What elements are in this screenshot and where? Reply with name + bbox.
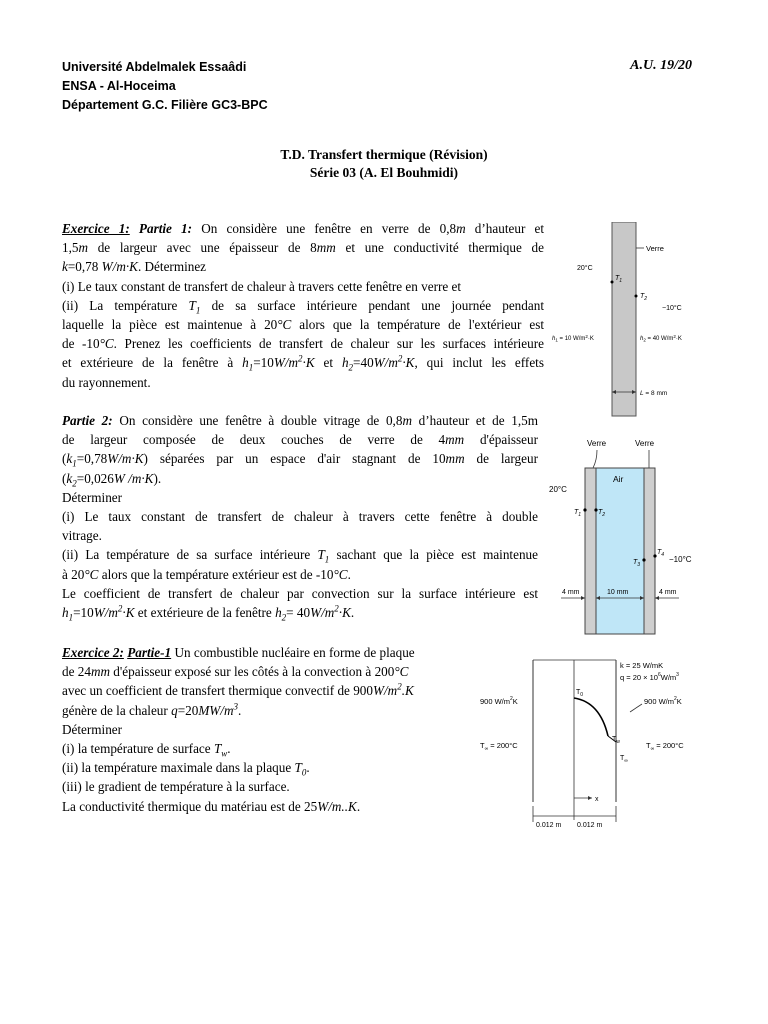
ex1p2-line <box>62 411 538 430</box>
ex1p1-line <box>62 219 544 238</box>
ex1p2-line: Déterminer <box>62 489 123 505</box>
ex1p2-line <box>62 603 538 622</box>
text: 1 <box>248 363 254 374</box>
text: °C <box>394 664 409 680</box>
text: On considère une fenêtre à double vitrage de 0,8 <box>112 413 403 428</box>
text: W/m <box>373 355 398 371</box>
text: T <box>294 760 302 776</box>
text: °C <box>84 566 99 582</box>
text: mm <box>90 664 110 680</box>
thickness-label: L = 8 mm <box>640 390 668 397</box>
text: et extérieure de la fenêtre à <box>62 355 243 371</box>
text: m <box>456 221 466 236</box>
ex1p2-line <box>62 430 538 449</box>
inner-glass-layer <box>585 468 596 634</box>
university-name: Université Abdelmalek Essaâdi <box>62 60 247 74</box>
t1-label: $T_1$ <box>574 509 582 518</box>
text: =10 <box>253 355 274 371</box>
temperature-profile-curve <box>574 698 608 736</box>
glass-pane <box>612 222 636 416</box>
ex1p2-line <box>62 469 538 488</box>
text: W/m·K <box>107 451 144 467</box>
text: 2 <box>334 603 339 614</box>
text: T <box>188 297 196 313</box>
text: k <box>66 451 73 467</box>
text: 3 <box>233 701 238 712</box>
inside-temperature: 20°C <box>577 265 593 272</box>
ex2-line <box>62 758 468 777</box>
figure-fuel-plate <box>476 650 720 832</box>
x-label: x <box>595 796 599 803</box>
t2-label: $T_2$ <box>598 509 606 518</box>
outer-glass-layer <box>644 468 655 634</box>
text: et une conductivité thermique de <box>335 240 545 256</box>
text: 1 <box>195 305 201 316</box>
text: m <box>402 413 412 428</box>
t4-label: $T_4$ <box>657 549 665 558</box>
text: mm <box>316 240 336 256</box>
ex1p1-line <box>62 315 544 334</box>
text: 1 <box>68 612 74 623</box>
text: On considère une fenêtre en verre de 0,8 <box>192 221 457 236</box>
text: mm <box>445 451 465 467</box>
text: La conductivité thermique du matériau est de 25 <box>62 798 318 814</box>
h-right-leader <box>630 704 642 712</box>
verre-left-leader <box>593 450 597 468</box>
ex2-line: Déterminer <box>62 721 123 737</box>
ex1p2-line: (i) Le taux constant de transfert de chaleur à travers cette fenêtre à double <box>62 509 538 525</box>
x-arrowhead <box>588 796 592 800</box>
text: de largeur composée de deux couches de verre de 4 <box>62 432 446 448</box>
dim-arrow <box>655 596 659 600</box>
text: q <box>171 702 178 718</box>
verre-right-label: Verre <box>635 439 655 448</box>
title-line-1: T.D. Transfert thermique (Révision) <box>280 147 488 162</box>
ex1p2-line <box>62 449 538 468</box>
ex1p1-line <box>62 353 544 372</box>
tinf-left-label: $T_\infty = 200^\circ C$ <box>480 741 518 752</box>
t2-point <box>635 295 638 298</box>
text: 2 <box>281 612 287 623</box>
conductivity-label: k = 25 W/mK <box>620 661 664 670</box>
t3-point <box>642 558 645 561</box>
text: =20 <box>177 702 199 718</box>
tinf-right-label: $T_\infty = 200^\circ C$ <box>646 741 684 752</box>
text: génère de la chaleur <box>62 702 172 718</box>
text: ) séparées par un espace d'air stagnant de 10 <box>143 451 446 467</box>
ex2-line <box>62 701 468 720</box>
text: (ii) La température de sa surface intérieure <box>62 547 318 563</box>
text: . <box>306 760 310 776</box>
inside-temperature: 20°C <box>549 485 567 494</box>
text: °C <box>333 566 348 582</box>
text: k <box>66 470 73 486</box>
exercise-1-part-2 <box>62 411 538 622</box>
text: ·K <box>122 605 135 621</box>
text: ·K <box>402 355 415 371</box>
t1-point <box>583 508 586 511</box>
t1-point <box>611 281 614 284</box>
text: 2 <box>72 478 77 489</box>
text: ( <box>62 470 67 486</box>
text: de 24 <box>62 664 91 680</box>
text: ·K <box>302 355 315 371</box>
dim-label-4mm-right: 4 mm <box>659 589 677 596</box>
text: (ii) La température <box>62 297 189 313</box>
text: W/m <box>93 605 118 621</box>
text: 2 <box>348 363 354 374</box>
text: W/m..K <box>317 798 357 814</box>
text: . Déterminez <box>137 259 207 275</box>
document-title <box>0 146 768 182</box>
text: , qui inclut les effets <box>414 355 544 371</box>
text: =40 <box>353 355 374 371</box>
text: h <box>242 355 249 371</box>
text: °C <box>99 336 114 352</box>
h2-label: $h_2 = 40$ $W/m^2\cdot K$ <box>640 334 682 343</box>
ex2-line <box>62 739 468 758</box>
text: T <box>213 741 222 757</box>
text: 0 <box>301 767 307 778</box>
text: 1,5 <box>62 240 79 256</box>
part-1-label: Partie-1 <box>127 645 172 660</box>
text: . <box>350 605 355 621</box>
text: W/m <box>273 355 299 371</box>
t2-label: $T_2$ <box>640 293 648 302</box>
text: (i) la température de surface <box>62 741 214 757</box>
text: . <box>227 741 231 757</box>
text: de -10 <box>62 336 100 352</box>
h-right-label: 900 $W/m^2K$ <box>644 696 682 706</box>
text: m <box>78 240 89 256</box>
text: W /m·K <box>113 470 154 486</box>
h1-label: $h_1 = 10$ $W/m^2\cdot K$ <box>552 334 594 343</box>
dim-label-left: 0.012 m <box>536 822 562 829</box>
air-label: Air <box>613 474 624 484</box>
text: = 40 <box>286 605 311 621</box>
outside-temperature: −10°C <box>669 555 692 564</box>
text: 2 <box>397 354 403 365</box>
ex1p2-line: vitrage. <box>62 528 102 544</box>
text: de sa surface intérieure pendant une journée pendant <box>200 297 544 313</box>
text: W/m <box>373 683 398 699</box>
text: 1 <box>72 459 77 470</box>
text: 1 <box>324 555 330 566</box>
ex2-line: (iii) le gradient de température à la surface. <box>62 779 290 795</box>
text: alors que la température extérieur est de -10 <box>98 566 334 582</box>
text: ( <box>62 451 67 467</box>
verre-left-label: Verre <box>587 439 607 448</box>
text: W/m·K <box>101 259 138 275</box>
text: Un combustible nucléaire en forme de plaque <box>171 645 415 660</box>
text: 2 <box>298 354 303 365</box>
h-left-label: 900 $W/m^2K$ <box>480 696 518 706</box>
ex1p1-line <box>62 238 544 257</box>
tw-label: $T_w$ <box>612 736 620 745</box>
exercise-2 <box>62 643 468 816</box>
t3-label: $T_3$ <box>633 559 641 568</box>
text: avec un coefficient de transfert thermique convectif de 900 <box>62 683 373 699</box>
ex2-line <box>62 681 468 700</box>
title-line-2: Série 03 (A. El Bouhmidi) <box>309 165 459 180</box>
ex1p1-line <box>62 296 544 315</box>
text: . <box>237 702 242 718</box>
t0-label: $T_0$ <box>576 689 584 698</box>
text: T <box>317 547 325 563</box>
text: d’hauteur et de 1,5m <box>411 413 538 428</box>
text: ·K <box>338 605 351 621</box>
text: d’hauteur et <box>465 221 545 236</box>
ex1p2-line <box>62 545 538 564</box>
text: =0,78 <box>76 451 108 467</box>
text: =0,78 <box>67 259 102 275</box>
t1-label: $T_1$ <box>615 275 623 284</box>
text: . <box>356 798 361 814</box>
dim-label-4mm-left: 4 mm <box>562 589 580 596</box>
text: à 20 <box>62 566 85 582</box>
exercise-1-part-1 <box>62 219 544 392</box>
ex2-line <box>62 643 468 662</box>
text: . Prenez les coefficients de transfert de chaleur sur les surfaces intérieure <box>113 336 545 352</box>
text: °C <box>277 317 292 333</box>
academic-year: A.U. 19/20 <box>630 58 692 73</box>
text: d'épaisseur exposé sur les côtés à la convection à 200 <box>110 664 395 680</box>
text: h <box>275 605 282 621</box>
verre-label: Verre <box>646 244 664 253</box>
tinf-label: $T_\infty$ <box>620 755 628 764</box>
text: (ii) la température maximale dans la plaque <box>62 760 295 776</box>
dim-arrow <box>581 596 585 600</box>
text: =10 <box>73 605 94 621</box>
text: de largeur avec une épaisseur de 8 <box>88 240 317 256</box>
text: =0,026 <box>76 470 114 486</box>
text: h <box>341 355 349 371</box>
ex2-line <box>62 662 468 681</box>
outside-temperature: −10°C <box>662 305 682 312</box>
text: alors que la température de l'extérieur est <box>291 317 544 333</box>
exercise-2-heading: Exercice 2: <box>62 645 124 660</box>
text: de largeur <box>464 451 538 467</box>
generation-label: $q = 20 \times 10^6W/m^3$ <box>620 672 679 682</box>
ex2-line <box>62 797 468 816</box>
text: et <box>314 355 342 371</box>
exercise-1-heading: Exercice 1: <box>62 221 130 236</box>
figure-single-glass-window <box>548 222 720 418</box>
text: ). <box>153 470 162 486</box>
department-name: Département G.C. Filière GC3-BPC <box>62 98 268 112</box>
text: W/m <box>310 605 335 621</box>
institution-header <box>62 58 268 115</box>
text: d'épaisseur <box>464 432 539 448</box>
figure-double-glazing <box>545 432 715 638</box>
school-name: ENSA - Al-Hoceima <box>62 79 176 93</box>
ex1p2-line: Le coefficient de transfert de chaleur par convection sur la surface intérieure est <box>62 585 538 601</box>
part-2-label: Partie 2: <box>62 413 113 428</box>
dim-label-right: 0.012 m <box>577 822 603 829</box>
text: 2 <box>397 682 402 693</box>
text: mm <box>445 432 465 448</box>
air-gap <box>596 468 644 634</box>
part-1-label: Partie 1: <box>138 221 193 236</box>
ex1p1-line <box>62 257 544 276</box>
text: h <box>62 605 69 621</box>
text: sachant que la pièce est maintenue <box>329 547 538 563</box>
ex1p1-line: du rayonnement. <box>62 374 151 390</box>
text: w <box>221 748 228 759</box>
text: laquelle la pièce est maintenue à 20 <box>62 317 278 333</box>
text: 2 <box>117 603 123 614</box>
text: .K <box>401 683 414 699</box>
ex1p2-line <box>62 565 538 584</box>
ex1p1-line <box>62 334 544 353</box>
text: MW/m <box>198 702 234 718</box>
dim-label-10mm: 10 mm <box>607 589 629 596</box>
ex1p1-line: (i) Le taux constant de transfert de chaleur à travers cette fenêtre en verre et <box>62 278 462 294</box>
text: k <box>62 259 68 275</box>
text: . <box>347 566 351 582</box>
text: et extérieure de la fenêtre <box>134 605 276 621</box>
